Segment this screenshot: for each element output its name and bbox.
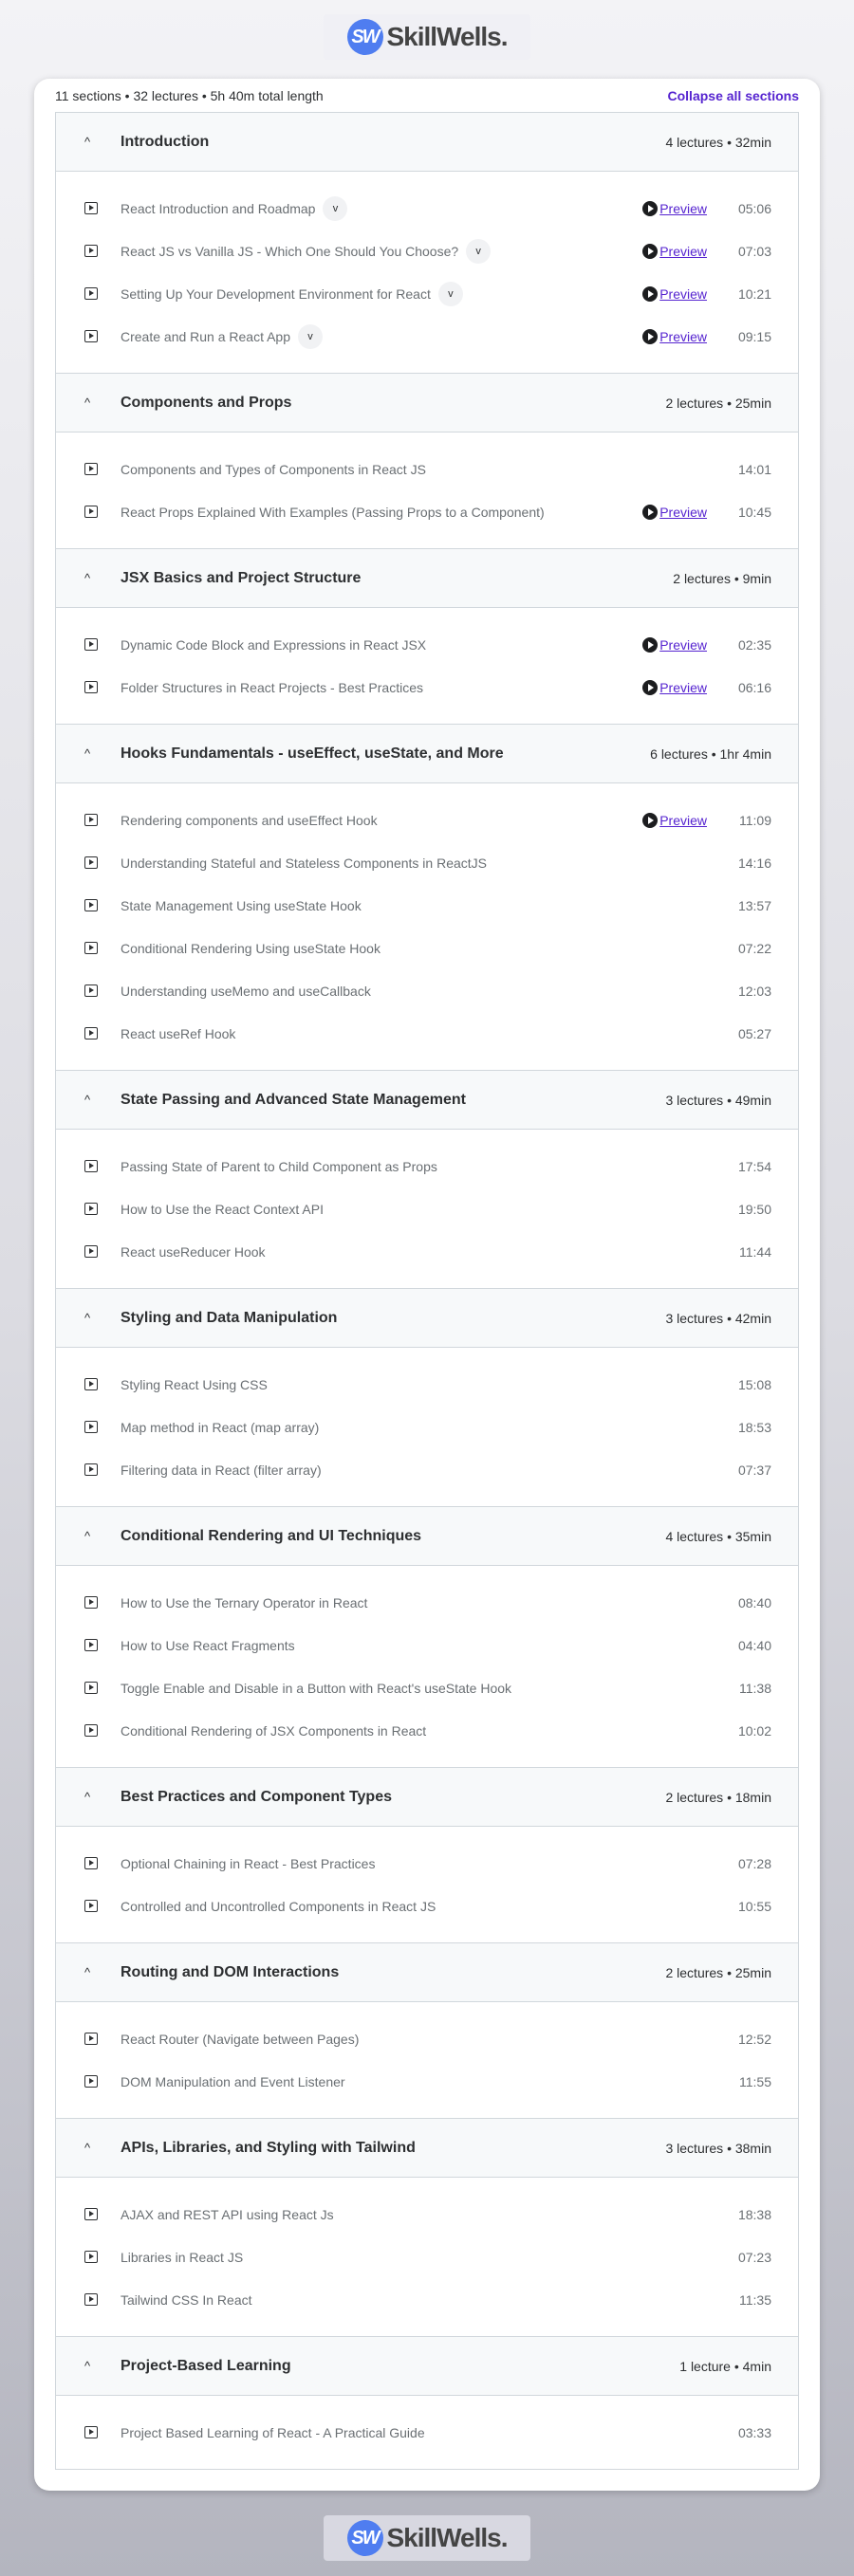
lecture-item — [84, 884, 771, 927]
course-section — [56, 725, 798, 1071]
section-title: State Passing and Advanced State Management — [121, 1091, 466, 1108]
lecture-title: React JS vs Vanilla JS - Which One Should You Choose? — [121, 243, 459, 259]
lecture-duration: 18:53 — [737, 1419, 771, 1435]
lecture-item — [84, 272, 771, 315]
section-meta: 1 lecture • 4min — [679, 2358, 771, 2374]
section-lectures — [56, 1348, 798, 1507]
lecture-title: React Router (Navigate between Pages) — [121, 2031, 360, 2047]
lecture-item — [84, 799, 771, 841]
lecture-duration: 10:21 — [737, 285, 771, 302]
lecture-duration: 17:54 — [737, 1158, 771, 1174]
chevron-down-icon[interactable]: v — [298, 324, 323, 349]
course-section — [56, 2119, 798, 2337]
lecture-item — [84, 1187, 771, 1230]
video-icon — [84, 899, 98, 911]
lecture-title: React useRef Hook — [121, 1025, 236, 1041]
video-icon — [84, 1378, 98, 1390]
preview-link[interactable] — [642, 505, 707, 520]
lecture-title: React useReducer Hook — [121, 1243, 266, 1260]
lecture-item — [84, 1230, 771, 1273]
lecture-title: Project Based Learning of React - A Practical Guide — [121, 2424, 425, 2440]
section-title: Styling and Data Manipulation — [121, 1309, 338, 1326]
lecture-duration: 19:50 — [737, 1201, 771, 1217]
preview-link[interactable] — [642, 813, 707, 828]
lecture-title: Rendering components and useEffect Hook — [121, 812, 378, 828]
lecture-item — [84, 1145, 771, 1187]
lecture-title: Understanding Stateful and Stateless Components in ReactJS — [121, 855, 488, 871]
section-meta: 3 lectures • 49min — [665, 1092, 771, 1108]
course-section — [56, 2337, 798, 2469]
lecture-item — [84, 623, 771, 666]
section-title: Introduction — [121, 133, 210, 150]
video-icon — [84, 1203, 98, 1215]
video-icon — [84, 2075, 98, 2088]
section-title: Hooks Fundamentals - useEffect, useState, and More — [121, 745, 504, 762]
lecture-duration: 11:44 — [739, 1243, 771, 1260]
lecture-item — [84, 2278, 771, 2321]
section-header[interactable] — [56, 1768, 798, 1827]
lecture-title: Passing State of Parent to Child Component as Props — [121, 1158, 437, 1174]
lecture-duration: 10:02 — [737, 1722, 771, 1739]
section-header[interactable] — [56, 725, 798, 783]
preview-label[interactable]: Preview — [659, 328, 707, 344]
section-meta: 2 lectures • 18min — [665, 1789, 771, 1805]
lecture-item — [84, 315, 771, 358]
lecture-title: Toggle Enable and Disable in a Button with React's useState Hook — [121, 1680, 512, 1696]
lecture-item — [84, 1406, 771, 1448]
section-lectures — [56, 2396, 798, 2469]
video-icon — [84, 1682, 98, 1694]
section-lectures — [56, 172, 798, 374]
section-lectures — [56, 1566, 798, 1768]
course-section — [56, 1507, 798, 1768]
lecture-title: Conditional Rendering Using useState Hook — [121, 940, 381, 956]
lecture-duration: 07:23 — [737, 2249, 771, 2265]
lecture-item — [84, 1448, 771, 1491]
chevron-up-icon: ^ — [84, 2359, 91, 2373]
section-header[interactable] — [56, 2337, 798, 2396]
lecture-title: State Management Using useState Hook — [121, 897, 362, 913]
lecture-title: DOM Manipulation and Event Listener — [121, 2073, 345, 2089]
lecture-title: Map method in React (map array) — [121, 1419, 320, 1435]
sections-list — [55, 112, 799, 2470]
play-circle-icon — [642, 286, 658, 302]
lecture-duration: 08:40 — [737, 1594, 771, 1610]
preview-label[interactable]: Preview — [659, 636, 707, 653]
course-section — [56, 1768, 798, 1943]
lecture-duration: 09:15 — [737, 328, 771, 344]
preview-link[interactable] — [642, 637, 707, 653]
video-icon — [84, 1857, 98, 1869]
video-icon — [84, 2426, 98, 2438]
section-meta: 4 lectures • 32min — [665, 134, 771, 150]
play-circle-icon — [642, 201, 658, 216]
lecture-duration: 10:45 — [737, 504, 771, 520]
video-icon — [84, 1900, 98, 1912]
chevron-up-icon: ^ — [84, 1790, 91, 1804]
brand-logo-mark: SW — [347, 19, 383, 55]
video-icon — [84, 2208, 98, 2220]
lecture-item — [84, 2411, 771, 2454]
chevron-up-icon: ^ — [84, 746, 91, 761]
section-lectures — [56, 1130, 798, 1289]
preview-label[interactable]: Preview — [659, 200, 707, 216]
lecture-item — [84, 1885, 771, 1927]
section-lectures — [56, 2178, 798, 2337]
lecture-title: Optional Chaining in React - Best Practices — [121, 1855, 376, 1871]
video-icon — [84, 1421, 98, 1433]
course-content-card — [34, 79, 820, 2491]
section-lectures — [56, 2002, 798, 2119]
section-title: Conditional Rendering and UI Techniques — [121, 1527, 422, 1544]
lecture-title: React Introduction and Roadmap — [121, 200, 316, 216]
video-icon — [84, 1160, 98, 1172]
lecture-duration: 05:27 — [737, 1025, 771, 1041]
video-icon — [84, 287, 98, 300]
play-circle-icon — [642, 329, 658, 344]
lecture-title: How to Use the React Context API — [121, 1201, 324, 1217]
lecture-item — [84, 1709, 771, 1752]
lecture-duration: 11:35 — [739, 2291, 771, 2308]
section-title: APIs, Libraries, and Styling with Tailwind — [121, 2139, 416, 2156]
lecture-duration: 07:37 — [737, 1462, 771, 1478]
section-title: Best Practices and Component Types — [121, 1788, 392, 1805]
lecture-title: Setting Up Your Development Environment for React — [121, 285, 431, 302]
chevron-down-icon[interactable]: v — [323, 196, 347, 221]
video-icon — [84, 1639, 98, 1651]
chevron-up-icon: ^ — [84, 1093, 91, 1107]
lecture-duration: 13:57 — [737, 897, 771, 913]
section-header[interactable] — [56, 1943, 798, 2002]
video-icon — [84, 1245, 98, 1258]
video-icon — [84, 1027, 98, 1040]
lecture-item — [84, 2017, 771, 2060]
lecture-title: Filtering data in React (filter array) — [121, 1462, 322, 1478]
lecture-duration: 11:55 — [739, 2073, 771, 2089]
lecture-title: Controlled and Uncontrolled Components in React JS — [121, 1898, 436, 1914]
play-circle-icon — [642, 680, 658, 695]
collapse-all-sections-button[interactable]: Collapse all sections — [667, 87, 799, 103]
video-icon — [84, 814, 98, 826]
play-circle-icon — [642, 637, 658, 653]
lecture-title: Libraries in React JS — [121, 2249, 244, 2265]
brand-name: SkillWells. — [386, 22, 508, 51]
section-meta: 2 lectures • 25min — [665, 395, 771, 411]
lecture-title: Create and Run a React App — [121, 328, 291, 344]
section-lectures — [56, 1827, 798, 1943]
section-lectures — [56, 432, 798, 549]
lecture-title: Understanding useMemo and useCallback — [121, 983, 371, 999]
brand-logo-mark: SW — [347, 2520, 383, 2556]
course-summary-text: 11 sections • 32 lectures • 5h 40m total length — [55, 87, 324, 103]
section-meta: 3 lectures • 42min — [665, 1310, 771, 1326]
lecture-item — [84, 1842, 771, 1885]
brand-logo-bottom — [324, 2515, 530, 2561]
lecture-duration: 04:40 — [737, 1637, 771, 1653]
section-title: JSX Basics and Project Structure — [121, 569, 362, 586]
chevron-down-icon[interactable]: v — [466, 239, 491, 264]
video-icon — [84, 245, 98, 257]
section-header[interactable] — [56, 2119, 798, 2178]
lecture-duration: 02:35 — [737, 636, 771, 653]
course-section — [56, 1289, 798, 1507]
section-lectures — [56, 783, 798, 1071]
lecture-item — [84, 1012, 771, 1055]
course-section — [56, 549, 798, 725]
course-summary-bar — [55, 79, 799, 112]
lecture-duration: 05:06 — [737, 200, 771, 216]
lecture-duration: 14:01 — [737, 461, 771, 477]
video-icon — [84, 463, 98, 475]
chevron-up-icon: ^ — [84, 2141, 91, 2155]
brand-name: SkillWells. — [386, 2523, 508, 2552]
section-lectures — [56, 608, 798, 725]
section-title: Components and Props — [121, 394, 292, 411]
video-icon — [84, 638, 98, 651]
lecture-duration: 14:16 — [737, 855, 771, 871]
lecture-title: How to Use the Ternary Operator in React — [121, 1594, 368, 1610]
play-circle-icon — [642, 813, 658, 828]
preview-link[interactable] — [642, 286, 707, 302]
section-meta: 6 lectures • 1hr 4min — [650, 745, 771, 762]
chevron-up-icon: ^ — [84, 1529, 91, 1543]
lecture-item — [84, 448, 771, 490]
lecture-title: Components and Types of Components in React JS — [121, 461, 426, 477]
preview-label[interactable]: Preview — [659, 504, 707, 520]
lecture-item — [84, 841, 771, 884]
video-icon — [84, 1463, 98, 1476]
section-header[interactable] — [56, 113, 798, 172]
lecture-duration: 15:08 — [737, 1376, 771, 1392]
section-header[interactable] — [56, 1507, 798, 1566]
lecture-item — [84, 2236, 771, 2278]
lecture-item — [84, 969, 771, 1012]
lecture-item — [84, 927, 771, 969]
lecture-duration: 11:38 — [739, 1680, 771, 1696]
course-section — [56, 1943, 798, 2119]
preview-label[interactable]: Preview — [659, 285, 707, 302]
lecture-item — [84, 1666, 771, 1709]
lecture-duration: 03:33 — [737, 2424, 771, 2440]
course-section — [56, 113, 798, 374]
lecture-item — [84, 187, 771, 230]
chevron-up-icon: ^ — [84, 1311, 91, 1325]
lecture-item — [84, 1624, 771, 1666]
section-title: Project-Based Learning — [121, 2357, 291, 2374]
video-icon — [84, 2251, 98, 2263]
section-title: Routing and DOM Interactions — [121, 1963, 340, 1980]
play-circle-icon — [642, 244, 658, 259]
lecture-item — [84, 2193, 771, 2236]
lecture-duration: 06:16 — [737, 679, 771, 695]
preview-label[interactable]: Preview — [659, 812, 707, 828]
chevron-up-icon: ^ — [84, 396, 91, 410]
video-icon — [84, 2033, 98, 2045]
video-icon — [84, 681, 98, 693]
lecture-title: Styling React Using CSS — [121, 1376, 268, 1392]
section-header[interactable] — [56, 374, 798, 432]
section-meta: 3 lectures • 38min — [665, 2140, 771, 2156]
play-circle-icon — [642, 505, 658, 520]
section-meta: 2 lectures • 9min — [673, 570, 771, 586]
lecture-item — [84, 1363, 771, 1406]
lecture-title: React Props Explained With Examples (Passing Props to a Component) — [121, 504, 545, 520]
video-icon — [84, 942, 98, 954]
video-icon — [84, 202, 98, 214]
lecture-title: How to Use React Fragments — [121, 1637, 295, 1653]
brand-logo-top — [324, 14, 530, 60]
lecture-title: Dynamic Code Block and Expressions in React JSX — [121, 636, 427, 653]
lecture-title: Conditional Rendering of JSX Components in React — [121, 1722, 427, 1739]
section-meta: 2 lectures • 25min — [665, 1964, 771, 1980]
preview-label[interactable]: Preview — [659, 243, 707, 259]
video-icon — [84, 1596, 98, 1609]
chevron-up-icon: ^ — [84, 135, 91, 149]
lecture-item — [84, 230, 771, 272]
lecture-duration: 11:09 — [739, 812, 771, 828]
preview-label[interactable]: Preview — [659, 679, 707, 695]
video-icon — [84, 856, 98, 869]
lecture-duration: 18:38 — [737, 2206, 771, 2222]
preview-link[interactable] — [642, 329, 707, 344]
lecture-title: Tailwind CSS In React — [121, 2291, 252, 2308]
section-header[interactable] — [56, 549, 798, 608]
video-icon — [84, 984, 98, 997]
section-header[interactable] — [56, 1289, 798, 1348]
video-icon — [84, 2293, 98, 2306]
lecture-duration: 07:28 — [737, 1855, 771, 1871]
chevron-down-icon[interactable]: v — [438, 282, 463, 306]
lecture-duration: 12:03 — [737, 983, 771, 999]
lecture-duration: 07:03 — [737, 243, 771, 259]
preview-link[interactable] — [642, 680, 707, 695]
lecture-title: Folder Structures in React Projects - Best Practices — [121, 679, 423, 695]
lecture-duration: 07:22 — [737, 940, 771, 956]
lecture-item — [84, 1581, 771, 1624]
video-icon — [84, 506, 98, 518]
chevron-up-icon: ^ — [84, 1965, 91, 1979]
section-header[interactable] — [56, 1071, 798, 1130]
lecture-item — [84, 666, 771, 708]
lecture-item — [84, 2060, 771, 2103]
video-icon — [84, 330, 98, 342]
lecture-item — [84, 490, 771, 533]
course-section — [56, 374, 798, 549]
lecture-title: AJAX and REST API using React Js — [121, 2206, 334, 2222]
chevron-up-icon: ^ — [84, 571, 91, 585]
course-section — [56, 1071, 798, 1289]
lecture-duration: 12:52 — [737, 2031, 771, 2047]
preview-link[interactable] — [642, 244, 707, 259]
preview-link[interactable] — [642, 201, 707, 216]
lecture-duration: 10:55 — [737, 1898, 771, 1914]
section-meta: 4 lectures • 35min — [665, 1528, 771, 1544]
video-icon — [84, 1724, 98, 1737]
